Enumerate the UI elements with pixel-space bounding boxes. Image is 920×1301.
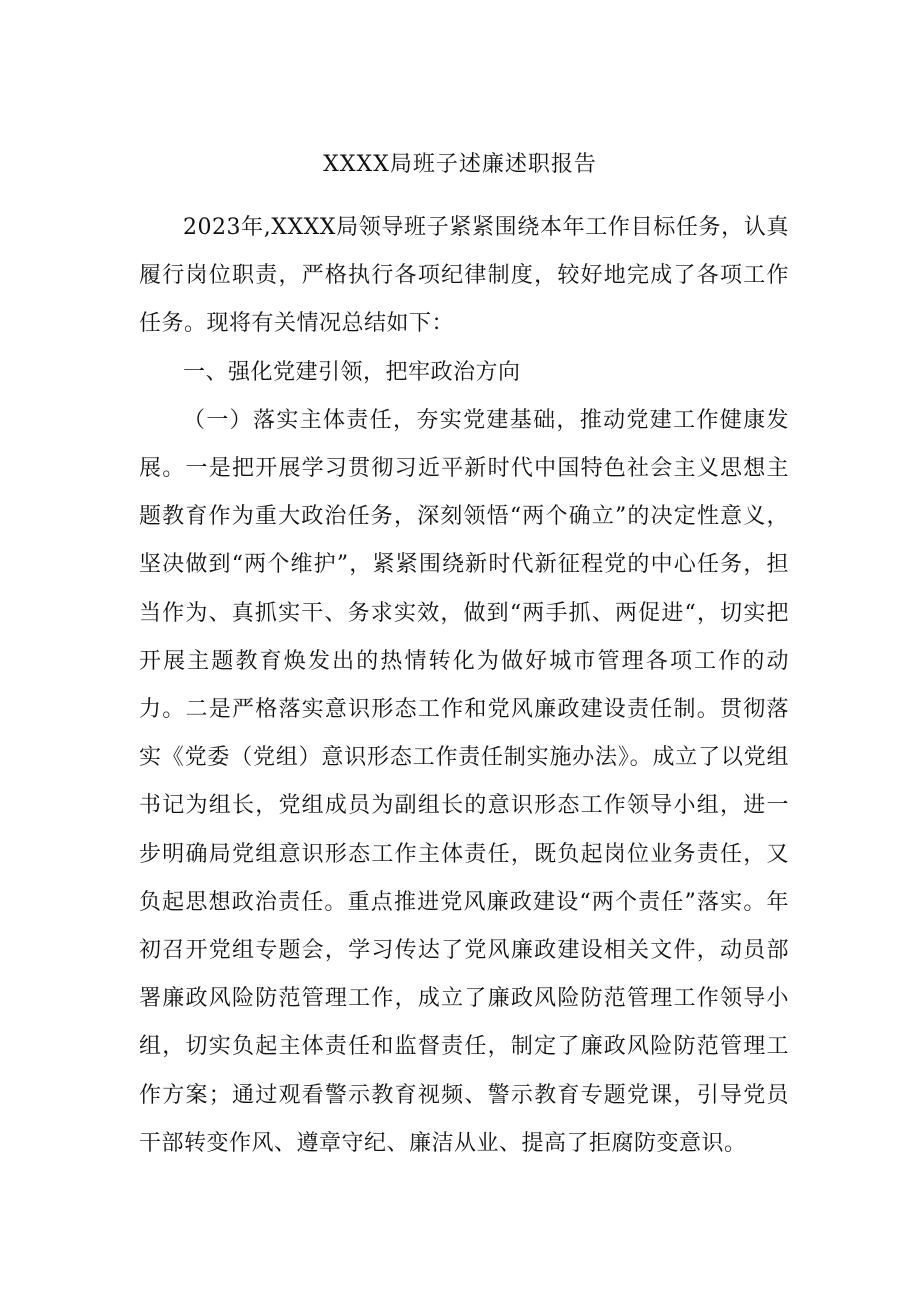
document-title: XXXX局班子述廉述职报告 bbox=[323, 152, 597, 177]
intro-paragraph: 2023年,XXXX局领导班子紧紧围绕本年工作目标任务，认真履行岗位职责，严格执行各项纪律制度，较好地完成了各项工作任务。现将有关情况总结如下： bbox=[139, 215, 789, 337]
section-heading: 一、强化党建引领，把牢政治方向 bbox=[183, 359, 521, 385]
body-paragraph: （一）落实主体责任，夯实党建基础，推动党建工作健康发展。一是把开展学习贯彻习近平新时代中国特色社会主义思想主题教育作为重大政治任务，深刻领悟“两个确立”的决定性意义，坚决做到“两个维护”，紧紧围绕新时代新征程党的中心任务，担当作为、真抓实干、务求实效，做到“两手抓、两促进“，切实把开展主题教育焕发出的热情转化为做好城市管理各项工作的动力。二是严格落实意识形态工作和党风廉政建设责任制。贯彻落实《党委（党组）意识形态工作责任制实施办法》。成立了以党组书记为组长，党组成员为副组长的意识形态工作领导小组，进一步明确局党组意识形态工作主体责任，既负起岗位业务责任，又负起思想政治责任。重点推进党风廉政建设“两个责任”落实。年初召开党组专题会，学习传达了党风廉政建设相关文件，动员部署廉政风险防范管理工作，成立了廉政风险防范管理工作领导小组，切实负起主体责任和监督责任，制定了廉政风险防范管理工作方案；通过观看警示教育视频、警示教育专题党课，引导党员干部转变作风、遵章守纪、廉洁从业、提高了拒腐防变意识。 bbox=[139, 407, 789, 1156]
document-body bbox=[139, 204, 789, 1168]
